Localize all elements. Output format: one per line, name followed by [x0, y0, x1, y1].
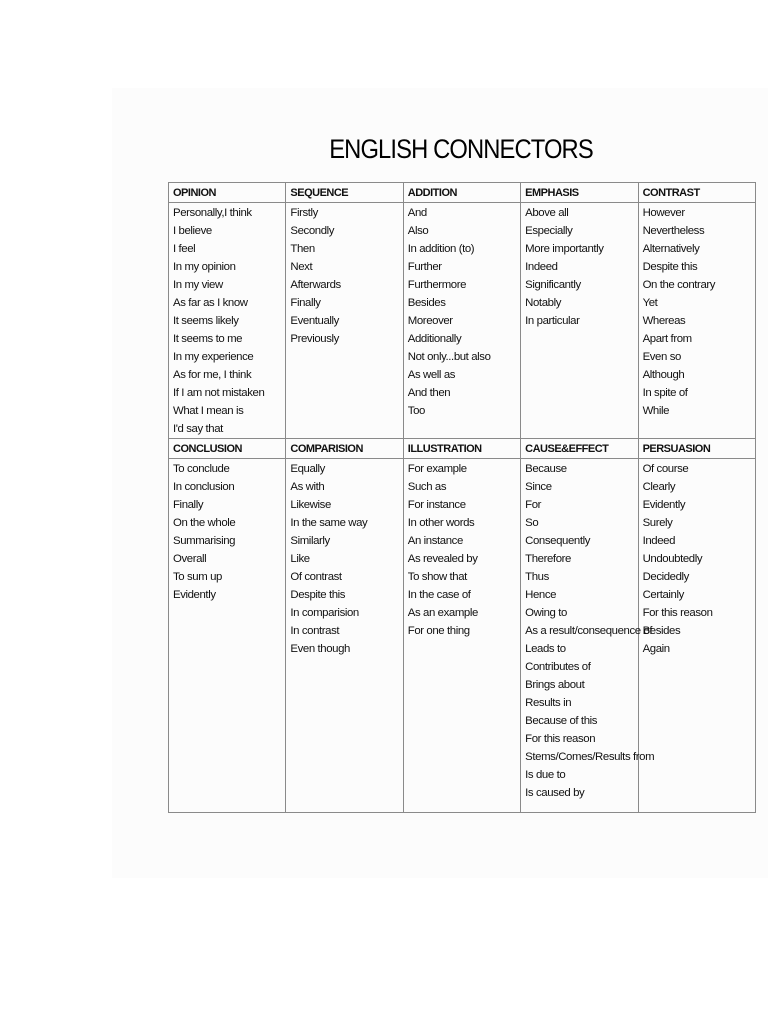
connector-cell — [521, 203, 638, 439]
connector-item: Although — [642, 369, 685, 381]
connector-item: An instance — [407, 535, 463, 547]
connector-item: Is caused by — [525, 787, 585, 799]
connector-item: Finally — [173, 499, 204, 511]
connector-item: Decidedly — [642, 571, 689, 583]
connector-item: In addition (to) — [407, 243, 475, 255]
connector-item: In the same way — [290, 517, 368, 529]
header-row — [169, 439, 756, 459]
connector-item: Overall — [173, 553, 207, 565]
connector-item: It seems to me — [173, 333, 243, 345]
content-row — [169, 459, 756, 813]
connector-item: Finally — [290, 297, 321, 309]
connector-item: To conclude — [173, 463, 230, 475]
connector-item: Yet — [642, 297, 658, 309]
connector-cell — [169, 203, 286, 439]
connector-item: For example — [407, 463, 467, 475]
connector-item: Also — [407, 225, 429, 237]
connector-item: In other words — [407, 517, 475, 529]
connector-item: I feel — [173, 243, 196, 255]
connector-item: Leads to — [525, 643, 566, 655]
connector-item: Eventually — [290, 315, 339, 327]
connector-item: Clearly — [642, 481, 676, 493]
connector-item: Even though — [290, 643, 350, 655]
connector-cell — [521, 459, 655, 813]
connector-item: Then — [290, 243, 315, 255]
connector-item: As far as I know — [173, 297, 248, 309]
connector-item: Even so — [642, 351, 681, 363]
connector-cell — [286, 459, 403, 813]
connector-item: Evidently — [642, 499, 686, 511]
connector-item: In comparision — [290, 607, 359, 619]
connector-item: In particular — [525, 315, 580, 327]
connector-item: Indeed — [525, 261, 558, 273]
connector-item: Because — [525, 463, 567, 475]
connector-item: If I am not mistaken — [173, 387, 265, 399]
connector-item: Not only...but also — [407, 351, 491, 363]
connector-item: Significantly — [525, 279, 581, 291]
connector-item: What I mean is — [173, 405, 244, 417]
connector-item: Besides — [407, 297, 446, 309]
connector-item: For instance — [407, 499, 466, 511]
column-header: ADDITION — [403, 183, 520, 203]
connector-item: Owing to — [525, 607, 567, 619]
connector-item: Furthermore — [407, 279, 467, 291]
connector-item: Results in — [525, 697, 572, 709]
connector-item: In contrast — [290, 625, 340, 637]
connector-item: Since — [525, 481, 552, 493]
connector-item: Despite this — [642, 261, 698, 273]
connector-item: Of course — [642, 463, 689, 475]
connector-item: Afterwards — [290, 279, 341, 291]
connector-item: Certainly — [642, 589, 684, 601]
connector-item: To sum up — [173, 571, 222, 583]
connector-item: Apart from — [642, 333, 692, 345]
column-header: CONTRAST — [638, 183, 755, 203]
connector-item: In the case of — [407, 589, 471, 601]
connector-item: Surely — [642, 517, 673, 529]
connector-cell — [169, 459, 286, 813]
column-header: OPINION — [169, 183, 286, 203]
connector-item: Firstly — [290, 207, 318, 219]
connector-item: Despite this — [290, 589, 346, 601]
connector-item: As with — [290, 481, 325, 493]
connector-item: Too — [407, 405, 425, 417]
connector-item: On the contrary — [642, 279, 716, 291]
connector-item: Whereas — [642, 315, 686, 327]
connector-item: And then — [407, 387, 451, 399]
connector-item: Above all — [525, 207, 569, 219]
connector-item: Especially — [525, 225, 573, 237]
connector-item: I'd say that — [173, 423, 223, 435]
connector-item: As well as — [407, 369, 456, 381]
connector-item: Similarly — [290, 535, 330, 547]
connector-item: Therefore — [525, 553, 571, 565]
connector-item: Such as — [407, 481, 447, 493]
connector-item: It seems likely — [173, 315, 239, 327]
connector-item: In spite of — [642, 387, 688, 399]
connector-item: As for me, I think — [173, 369, 252, 381]
connector-item: Moreover — [407, 315, 453, 327]
content-row — [169, 203, 756, 439]
connector-item: Undoubtedly — [642, 553, 703, 565]
connector-item: Notably — [525, 297, 561, 309]
connector-item: Is due to — [525, 769, 566, 781]
connector-item: Previously — [290, 333, 339, 345]
column-header: PERSUASION — [638, 439, 755, 459]
connector-item: And — [407, 207, 427, 219]
header-row — [169, 183, 756, 203]
connector-item: Like — [290, 553, 310, 565]
page-title: ENGLISH CONNECTORS — [329, 134, 593, 164]
connectors-table — [168, 182, 756, 813]
connector-item: To show that — [407, 571, 467, 583]
connector-item: Thus — [525, 571, 549, 583]
connector-item: Next — [290, 261, 313, 273]
connector-item: Consequently — [525, 535, 591, 547]
connector-item: Again — [642, 643, 670, 655]
connector-cell — [403, 459, 520, 813]
column-header: CONCLUSION — [169, 439, 286, 459]
connector-item: More importantly — [525, 243, 604, 255]
connector-item: Contributes of — [525, 661, 591, 673]
connector-item: Evidently — [173, 589, 216, 601]
connector-item: Brings about — [525, 679, 585, 691]
column-header: SEQUENCE — [286, 183, 403, 203]
column-header: ILLUSTRATION — [403, 439, 520, 459]
connector-item: Nevertheless — [642, 225, 705, 237]
connector-item: Stems/Comes/Results from — [525, 751, 655, 763]
connector-item: In conclusion — [173, 481, 235, 493]
connector-cell — [403, 203, 520, 439]
connector-item: Additionally — [407, 333, 462, 345]
connector-item: I believe — [173, 225, 212, 237]
connector-item: Secondly — [290, 225, 335, 237]
connector-item: Of contrast — [290, 571, 342, 583]
connector-item: For this reason — [525, 733, 596, 745]
connector-item: In my experience — [173, 351, 254, 363]
column-header: CAUSE&EFFECT — [521, 439, 638, 459]
connector-item: Alternatively — [642, 243, 700, 255]
connector-cell — [638, 459, 755, 813]
connector-item: Hence — [525, 589, 557, 601]
connector-item: Summarising — [173, 535, 236, 547]
connector-item: Further — [407, 261, 442, 273]
connector-item: Besides — [642, 625, 681, 637]
column-header: EMPHASIS — [521, 183, 638, 203]
connector-item: As an example — [407, 607, 478, 619]
column-header: COMPARISION — [286, 439, 403, 459]
connector-item: Equally — [290, 463, 325, 475]
connector-item: While — [642, 405, 670, 417]
connector-item: On the whole — [173, 517, 236, 529]
connector-cell — [638, 203, 755, 439]
connector-item: Likewise — [290, 499, 331, 511]
connector-item: Because of this — [525, 715, 598, 727]
connector-item: For one thing — [407, 625, 470, 637]
connector-item: In my opinion — [173, 261, 236, 273]
connector-cell — [286, 203, 403, 439]
connector-item: As a result/consequence of — [525, 625, 653, 637]
connector-item: For this reason — [642, 607, 713, 619]
connector-item: As revealed by — [407, 553, 478, 565]
connector-item: So — [525, 517, 539, 529]
connector-item: For — [525, 499, 542, 511]
connector-item: In my view — [173, 279, 223, 291]
connector-item: However — [642, 207, 685, 219]
connector-item: Indeed — [642, 535, 676, 547]
connector-item: Personally,I think — [173, 207, 252, 219]
